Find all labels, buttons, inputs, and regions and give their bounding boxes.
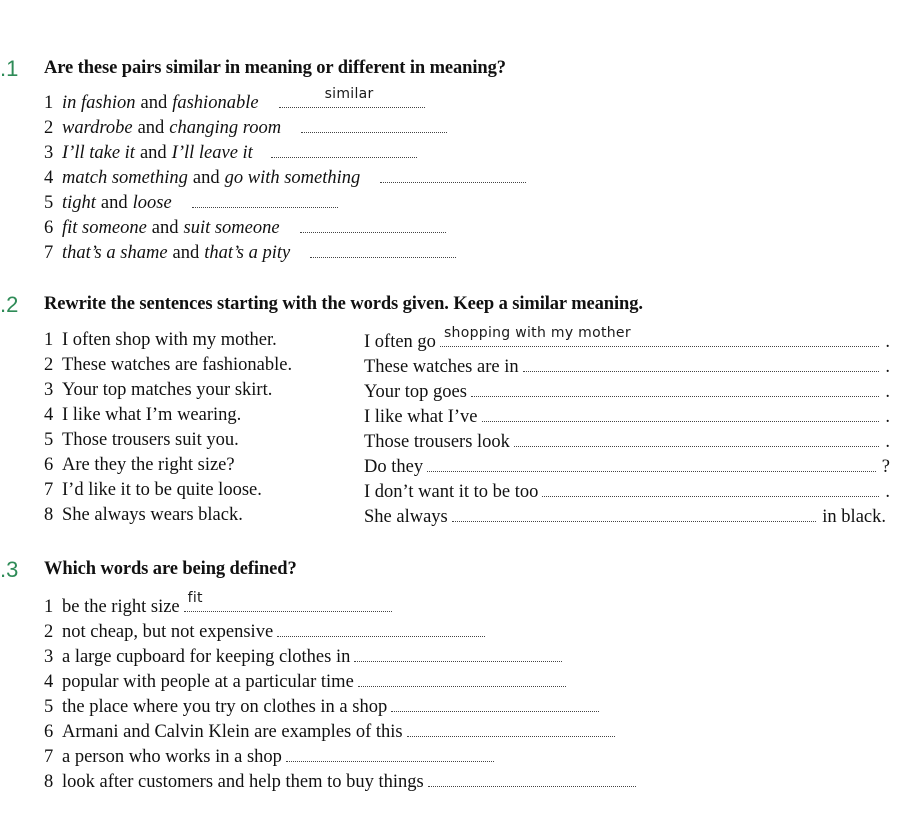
ex2-item <box>44 353 292 377</box>
term-a: wardrobe <box>62 118 133 138</box>
ex2-rewrite <box>364 378 890 402</box>
sentence-end: . <box>885 482 890 502</box>
exercise-1-title: Are these pairs similar in meaning or different in meaning? <box>44 58 506 78</box>
conjunction: and <box>137 118 165 138</box>
ex2-rewrite <box>364 428 890 452</box>
item-number: 4 <box>44 168 54 188</box>
definition-text: look after customers and help them to buy things <box>62 772 424 792</box>
term-a: in fashion <box>62 93 136 113</box>
ex3-item <box>44 718 615 742</box>
conjunction: and <box>139 143 167 163</box>
answer-blank[interactable] <box>440 325 879 347</box>
conjunction: and <box>192 168 220 188</box>
ex2-item <box>44 478 262 502</box>
handwritten-answer: fit <box>187 590 203 606</box>
item-number: 8 <box>44 505 54 525</box>
answer-blank[interactable] <box>428 768 636 787</box>
answer-blank[interactable] <box>471 378 879 397</box>
ex2-rewrite <box>364 453 890 477</box>
item-number: 2 <box>44 118 54 138</box>
item-number: 7 <box>44 747 54 767</box>
original-sentence: Are they the right size? <box>62 455 235 475</box>
original-sentence: Your top matches your skirt. <box>62 380 273 400</box>
item-number: 6 <box>44 455 54 475</box>
answer-blank[interactable] <box>514 428 879 447</box>
item-number: 4 <box>44 405 54 425</box>
sentence-start: Those trousers look <box>364 432 510 452</box>
answer-blank[interactable] <box>391 693 599 712</box>
exercise-2-number: .2 <box>0 292 19 317</box>
answer-blank[interactable] <box>482 403 880 422</box>
term-a: that’s a shame <box>62 243 168 263</box>
answer-blank[interactable] <box>380 164 526 183</box>
answer-blank[interactable] <box>542 478 879 497</box>
sentence-start: I don’t want it to be too <box>364 482 539 502</box>
sentence-end: in black. <box>822 507 886 527</box>
answer-blank[interactable] <box>271 139 417 158</box>
exercise-2-title: Rewrite the sentences starting with the words given. Keep a similar meaning. <box>44 294 643 314</box>
sentence-start: Your top goes <box>364 382 467 402</box>
item-number: 5 <box>44 430 54 450</box>
answer-blank[interactable] <box>358 668 566 687</box>
answer-blank[interactable] <box>279 86 425 108</box>
original-sentence: Those trousers suit you. <box>62 430 239 450</box>
term-b: I’ll leave it <box>171 143 253 163</box>
original-sentence: I like what I’m wearing. <box>62 405 242 425</box>
item-number: 1 <box>44 330 54 350</box>
ex3-item <box>44 768 636 792</box>
ex2-item <box>44 403 241 427</box>
sentence-start: I like what I’ve <box>364 407 478 427</box>
answer-blank[interactable] <box>277 618 485 637</box>
item-number: 4 <box>44 672 54 692</box>
ex2-item <box>44 378 272 402</box>
ex3-item <box>44 743 494 767</box>
term-b: go with something <box>224 168 361 188</box>
sentence-end: . <box>885 357 890 377</box>
conjunction: and <box>140 93 168 113</box>
exercise-3-number: .3 <box>0 557 19 582</box>
answer-blank[interactable] <box>452 503 817 522</box>
item-number: 3 <box>44 143 54 163</box>
answer-blank[interactable] <box>286 743 494 762</box>
exercise-1-number: .1 <box>0 56 19 81</box>
ex2-rewrite <box>364 478 890 502</box>
conjunction: and <box>151 218 179 238</box>
ex1-item <box>44 164 526 188</box>
item-number: 7 <box>44 480 54 500</box>
ex3-item <box>44 668 566 692</box>
item-number: 2 <box>44 622 54 642</box>
ex3-item <box>44 693 599 717</box>
term-b: changing room <box>169 118 282 138</box>
item-number: 5 <box>44 697 54 717</box>
term-b: fashionable <box>172 93 259 113</box>
item-number: 1 <box>44 93 54 113</box>
ex3-item <box>44 618 485 642</box>
sentence-end: . <box>885 382 890 402</box>
term-a: tight <box>62 193 96 213</box>
original-sentence: I often shop with my mother. <box>62 330 277 350</box>
definition-text: Armani and Calvin Klein are examples of this <box>62 722 403 742</box>
sentence-start: Do they <box>364 457 424 477</box>
exercise-3-title: Which words are being defined? <box>44 559 297 579</box>
sentence-end: . <box>885 407 890 427</box>
ex1-item <box>44 239 456 263</box>
term-a: match something <box>62 168 188 188</box>
item-number: 2 <box>44 355 54 375</box>
ex1-item <box>44 189 338 213</box>
item-number: 5 <box>44 193 54 213</box>
definition-text: be the right size <box>62 597 180 617</box>
term-a: fit someone <box>62 218 147 238</box>
item-number: 7 <box>44 243 54 263</box>
term-a: I’ll take it <box>62 143 135 163</box>
answer-blank[interactable] <box>300 214 446 233</box>
ex2-item <box>44 328 277 352</box>
handwritten-answer: shopping with my mother <box>443 325 631 341</box>
sentence-start: She always <box>364 507 448 527</box>
original-sentence: I’d like it to be quite loose. <box>62 480 262 500</box>
conjunction: and <box>172 243 200 263</box>
term-b: that’s a pity <box>204 243 291 263</box>
ex2-rewrite <box>364 325 890 352</box>
sentence-end: . <box>885 432 890 452</box>
ex1-item <box>44 114 447 138</box>
ex1-item <box>44 139 417 163</box>
conjunction: and <box>100 193 128 213</box>
ex1-item <box>44 86 425 113</box>
term-b: loose <box>132 193 172 213</box>
answer-blank[interactable] <box>407 718 615 737</box>
original-sentence: These watches are fashionable. <box>62 355 293 375</box>
sentence-end: . <box>885 332 890 352</box>
answer-blank[interactable] <box>354 643 562 662</box>
item-number: 1 <box>44 597 54 617</box>
definition-text: the place where you try on clothes in a shop <box>62 697 388 717</box>
answer-blank[interactable] <box>523 353 880 372</box>
ex1-item <box>44 214 446 238</box>
answer-blank[interactable] <box>310 239 456 258</box>
ex2-item <box>44 428 239 452</box>
definition-text: popular with people at a particular time <box>62 672 354 692</box>
answer-blank[interactable] <box>301 114 447 133</box>
item-number: 3 <box>44 380 54 400</box>
definition-text: a large cupboard for keeping clothes in <box>62 647 351 667</box>
sentence-end: ? <box>881 457 890 477</box>
definition-text: a person who works in a shop <box>62 747 282 767</box>
answer-blank[interactable] <box>192 189 338 208</box>
ex2-item <box>44 453 235 477</box>
answer-blank[interactable] <box>427 453 876 472</box>
sentence-start: I often go <box>364 332 436 352</box>
ex2-item <box>44 503 243 527</box>
original-sentence: She always wears black. <box>62 505 243 525</box>
item-number: 3 <box>44 647 54 667</box>
handwritten-answer: similar <box>324 86 374 102</box>
ex2-rewrite <box>364 503 886 527</box>
answer-blank[interactable] <box>184 590 392 612</box>
ex3-item <box>44 643 562 667</box>
ex2-rewrite <box>364 353 890 377</box>
ex2-rewrite <box>364 403 890 427</box>
term-b: suit someone <box>183 218 280 238</box>
definition-text: not cheap, but not expensive <box>62 622 274 642</box>
ex3-item <box>44 590 392 617</box>
sentence-start: These watches are in <box>364 357 519 377</box>
item-number: 8 <box>44 772 54 792</box>
item-number: 6 <box>44 218 54 238</box>
item-number: 6 <box>44 722 54 742</box>
